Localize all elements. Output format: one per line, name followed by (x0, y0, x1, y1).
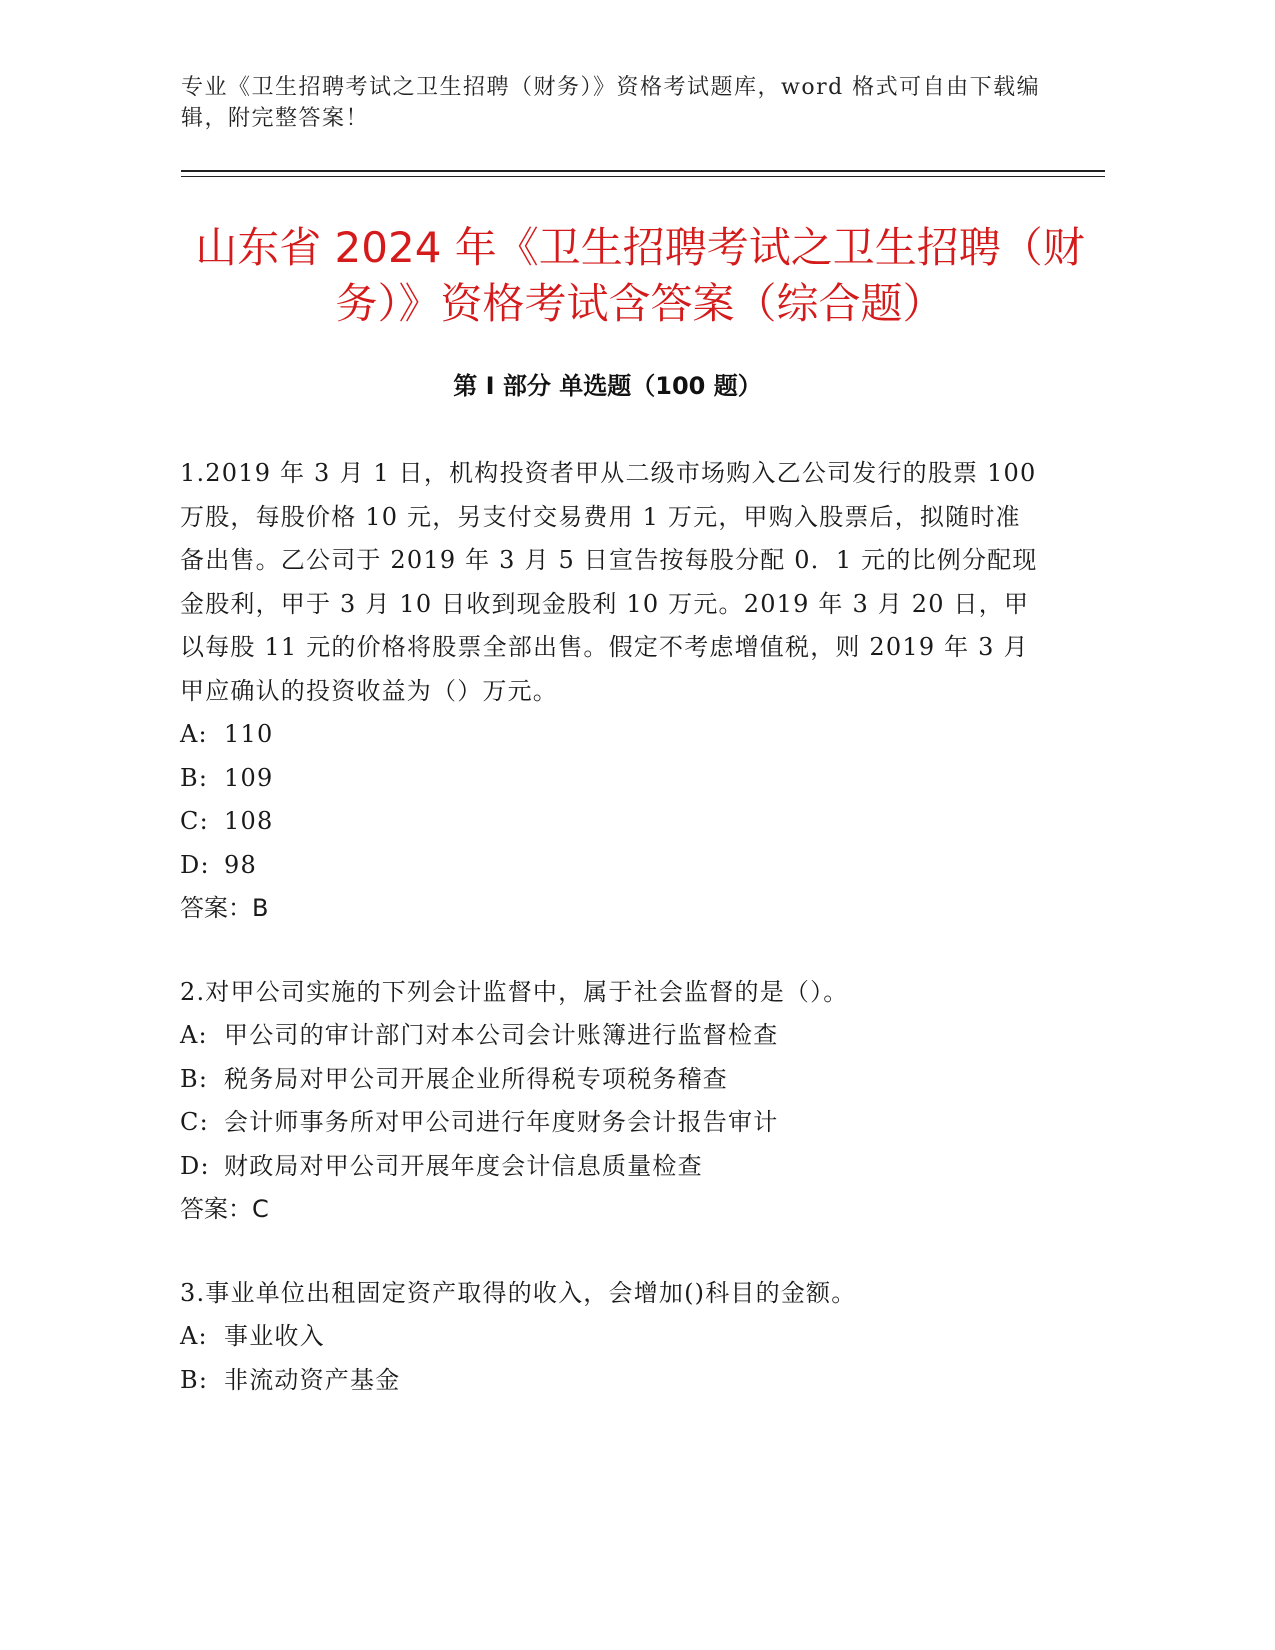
option-letter: B: (180, 1365, 209, 1394)
option-letter: D: (180, 850, 210, 879)
option-letter: C: (180, 807, 209, 835)
question-1 (180, 452, 1040, 931)
option-text: 甲公司的审计部门对本公司会计账簿进行监督检查 (224, 1021, 779, 1049)
option-text: 98 (224, 850, 257, 879)
option-text: 会计师事务所对甲公司进行年度财务会计报告审计 (224, 1108, 779, 1136)
option-letter: A: (180, 1021, 208, 1049)
option-text: 税务局对甲公司开展企业所得税专项税务稽查 (224, 1064, 728, 1093)
option-letter: A: (180, 1322, 208, 1350)
question-3 (180, 1272, 1040, 1403)
option-b (180, 757, 1040, 801)
question-stem: 3.事业单位出租固定资产取得的收入，会增加()科目的金额。 (180, 1278, 857, 1307)
option-letter: B: (180, 1064, 209, 1093)
question-stem: 1.2019 年 3 月 1 日，机构投资者甲从二级市场购入乙公司发行的股票 100 万股，每股价格 10 元，另支付交易费用 1 万元，甲购入股票后，拟随时准备出售。乙公司于 2019 年 3 月 5 日宣告按每股分配 0．1 元的比例分配现金股利，甲于 3 月 10 日收到现金股利 10 万元。2019 年 3 月 20 日，甲以每股 11 元的价格将股票全部出售。假定不考虑增值税，则 2019 年 3 月甲应确认的投资收益为（）万元。 (180, 459, 1038, 705)
option-d (180, 844, 1040, 888)
option-a (180, 1014, 1040, 1058)
question-list (180, 452, 1040, 1442)
option-a (180, 1315, 1040, 1359)
question-stem: 2.对甲公司实施的下列会计监督中，属于社会监督的是（）。 (180, 977, 849, 1006)
header-note: 专业《卫生招聘考试之卫生招聘（财务）》资格考试题库，word 格式可自由下载编辑，附完整答案！ (181, 75, 1041, 131)
option-letter: B: (180, 763, 209, 792)
option-letter: A: (180, 720, 208, 748)
option-text: 非流动资产基金 (224, 1365, 401, 1394)
option-text: 财政局对甲公司开展年度会计信息质量检查 (224, 1151, 703, 1180)
option-text: 事业收入 (224, 1322, 325, 1350)
option-text: 109 (224, 763, 274, 792)
question-2 (180, 971, 1040, 1232)
answer-line: 答案：C (180, 1195, 269, 1223)
answer-line: 答案：B (180, 894, 269, 922)
option-letter: C: (180, 1108, 209, 1136)
option-a (180, 713, 1040, 757)
option-d (180, 1145, 1040, 1189)
option-text: 110 (224, 720, 274, 748)
document-title: 山东省 2024 年《卫生招聘考试之卫生招聘（财务）》资格考试含答案（综合题） (195, 223, 1085, 328)
option-text: 108 (224, 807, 274, 835)
section-heading: 第 I 部分 单选题（100 题） (453, 372, 762, 400)
header-divider-thick (181, 170, 1105, 172)
option-b (180, 1058, 1040, 1102)
header-divider-thin (181, 176, 1105, 177)
option-c (180, 800, 1040, 844)
option-b (180, 1359, 1040, 1403)
option-c (180, 1101, 1040, 1145)
option-letter: D: (180, 1151, 210, 1180)
